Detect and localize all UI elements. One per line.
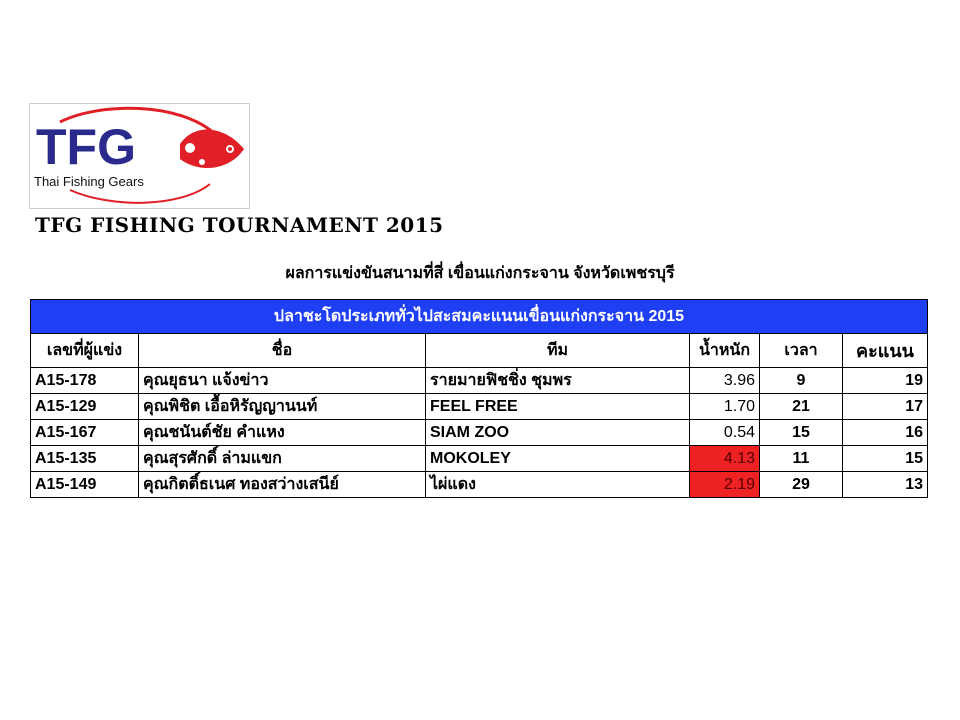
column-header-name: ชื่อ bbox=[139, 334, 426, 368]
page-title: TFG FISHING TOURNAMENT 2015 bbox=[35, 213, 444, 237]
page-subtitle: ผลการแข่งขันสนามที่สี่ เขื่อนแก่งกระจาน จังหวัดเพชรบุรี bbox=[285, 265, 675, 282]
cell-team: SIAM ZOO bbox=[426, 420, 690, 446]
cell-id: A15-167 bbox=[31, 420, 139, 446]
column-header-team: ทีม bbox=[426, 334, 690, 368]
cell-score: 13 bbox=[843, 472, 928, 498]
cell-name: คุณชนันต์ชัย คำแหง bbox=[139, 420, 426, 446]
cell-time: 21 bbox=[760, 394, 843, 420]
cell-team: ไผ่แดง bbox=[426, 472, 690, 498]
cell-name: คุณพิชิต เอื้อหิรัญญานนท์ bbox=[139, 394, 426, 420]
table-row bbox=[31, 472, 928, 498]
cell-id: A15-178 bbox=[31, 368, 139, 394]
cell-weight: 0.54 bbox=[690, 420, 760, 446]
cell-name: คุณสุรศักดิ์ ล่ามแขก bbox=[139, 446, 426, 472]
cell-weight: 3.96 bbox=[690, 368, 760, 394]
table-row bbox=[31, 394, 928, 420]
cell-weight: 4.13 bbox=[690, 446, 760, 472]
cell-score: 16 bbox=[843, 420, 928, 446]
column-header-weight: น้ำหนัก bbox=[690, 334, 760, 368]
cell-weight: 1.70 bbox=[690, 394, 760, 420]
fish-logo-icon bbox=[30, 104, 249, 208]
cell-team: FEEL FREE bbox=[426, 394, 690, 420]
table-row bbox=[31, 420, 928, 446]
cell-score: 19 bbox=[843, 368, 928, 394]
cell-id: A15-129 bbox=[31, 394, 139, 420]
cell-time: 11 bbox=[760, 446, 843, 472]
logo-tagline: Thai Fishing Gears bbox=[34, 174, 144, 189]
table-row bbox=[31, 446, 928, 472]
table-row bbox=[31, 368, 928, 394]
cell-name: คุณกิตติ์ธเนศ ทองสว่างเสนีย์ bbox=[139, 472, 426, 498]
cell-time: 29 bbox=[760, 472, 843, 498]
table-heading: ปลาชะโดประเภททั่วไปสะสมคะแนนเขื่อนแก่งกระจาน 2015 bbox=[31, 300, 928, 334]
column-header-time: เวลา bbox=[760, 334, 843, 368]
logo-letters: TFG bbox=[36, 119, 136, 175]
cell-name: คุณยุธนา แจ้งข่าว bbox=[139, 368, 426, 394]
column-header-id: เลขที่ผู้แข่ง bbox=[31, 334, 139, 368]
results-table bbox=[30, 299, 928, 498]
cell-time: 9 bbox=[760, 368, 843, 394]
cell-time: 15 bbox=[760, 420, 843, 446]
cell-score: 17 bbox=[843, 394, 928, 420]
cell-team: รายมายฟิชชิ่ง ชุมพร bbox=[426, 368, 690, 394]
cell-id: A15-135 bbox=[31, 446, 139, 472]
cell-team: MOKOLEY bbox=[426, 446, 690, 472]
tfg-logo bbox=[29, 103, 250, 209]
cell-id: A15-149 bbox=[31, 472, 139, 498]
cell-weight: 2.19 bbox=[690, 472, 760, 498]
cell-score: 15 bbox=[843, 446, 928, 472]
column-header-score: คะแนน bbox=[843, 334, 928, 368]
